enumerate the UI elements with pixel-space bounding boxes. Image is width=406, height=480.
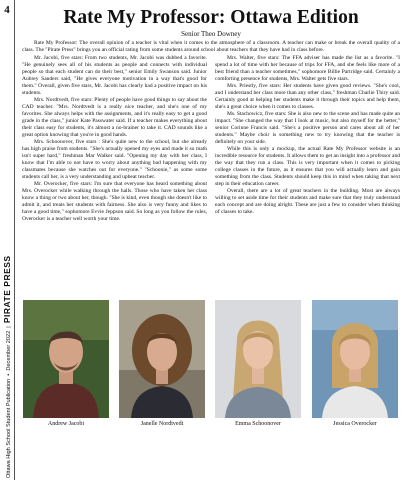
article-byline: Senior Theo Downey [181,30,241,38]
paragraph: Mr. Overocker, five stars: I'm sure that everyone has heard something about Mrs. Overocker while walking through the halls. Those who have taken her class know a thing or two about her, though. "She is kind, even though she doesn't like to admit it, and treats her students with fairness. She also is very funny and likes to have a good time," sophomore Evvie Jeppson said. So long as you follow the rules, Overocker is a teacher well worth your time. [22,181,207,222]
photo-caption: Jessica Overocker [333,421,377,427]
sidebar-vertical-text: Ottawa High School Student Publication • December 2022 | PIRATE PRESS [2,255,12,478]
paragraph: Overall, there are a lot of great teachers in the building. Most are always willing to set aside time for their students and make sure that they truly understand each concept and are doing alright. These are just a few to consider when thinking of classes to take. [215,188,400,215]
paragraph: Mrs. Priestly, five stars: Her students have given good reviews. "She's cool, and I understand her class more than any other class," freshman Charlie Thiry said. Certainly good at helping her students make it through their topics and help them, she's a great choice when it comes to classes. [215,83,400,110]
article [22,0,400,223]
issue-date: December 2022 [6,330,12,371]
photo-caption: Emma Schoonover [235,421,281,427]
photo-caption: Andrew Jacobi [47,421,85,427]
paragraph: While this is only a mockup, the actual Rate My Professor website is an incredible resource for students. It allows them to get an insight into a professor and the way that they run a class. This is very important when it comes to picking college classes in the future, as it ensures that you will actually learn and gain something from the class. Students should keep this in mind when taking that next step in their education career. [215,146,400,187]
photo-emma-schoonover [215,300,301,418]
right-column [215,55,400,223]
page-sidebar [0,0,15,480]
paragraph: Mr. Jacobi, five stars: From two students, Mr. Jacobi was dubbed a favorite. "He genuinely sees all of his students as people and connects with individual people so that each student can do their best," senior Emily Swanson said. Junior Aubrey Sanders said, "He gives everyone motivation in a way that's good for them." Overall, given five stars, Mr. Jacobi has clearly had a positive impact on his students. [22,55,207,96]
page-number: 4 [4,4,10,16]
photo-jessica-overocker [312,300,398,418]
paragraph: Mrs. Walter, five stars: The FFA adviser has made the list as a favorite. "I spend a lot of time with her because of trips for FFA, and she feels like more of a best friend than a teacher sometimes," sophomore Billie Partridge said. Certainly a comforting presence for students, Mrs. Walter gets five stars. [215,55,400,82]
paragraph: Mrs. Nordtvedt, five stars: Plenty of people have good things to say about the CAD teacher. "Mrs. Nordtvedt is a really nice teacher, and she's one of my favorites. She always helps with the assignments, and it's really easy to get a good grade in the class," junior Kate Passwater said. If a teacher makes everything about their class easy for students, it's almost a no-brainer to take it. CAD sounds like a great option knowing that you're in good hands. [22,97,207,138]
photo-andrew-jacobi [23,300,109,418]
article-title: Rate My Professor: Ottawa Edition [63,7,359,28]
teacher-photos [22,300,400,435]
photo-janelle-nordtvedt [119,300,205,418]
photo-caption: Janelle Nordtvedt [140,421,184,427]
article-intro: Rate My Professor: The overall opinion of a teacher is vital when it comes to the atmosphere of a classroom. A teacher can make or break the overall quality of a class. The "Pirate Press" brings you an official rating from some students around school about teachers that they have had in class before. [22,40,400,53]
paragraph: Mrs. Schoonover, five stars : She's quite new to the school, but she already has high praise from students. "She's actually opened my eyes and made it so math isn't super hard," freshman Mar Walker said. "Opening my day with her class, I know that I'm able to not have to worry about anything bad happening with my classmates because she watches out for everyone." "Schoonie," as some some students call her, is a very understanding and upbeat teacher. [22,139,207,180]
school-name: Ottawa High School Student Publication [6,378,12,478]
article-columns [22,55,400,223]
publication-name: PIRATE PRESS [2,255,12,324]
paragraph: Ms. Stachowicz, five stars: She is also new to the scene and has made quite an impact. "She changed the way that I look at music, but also myself for the better," senior Corinne Francis said. "She's a positive person and cares about all of her students." Maybe choir is something new to try knowing that the teacher is definitely on your side. [215,111,400,145]
left-column [22,55,207,223]
